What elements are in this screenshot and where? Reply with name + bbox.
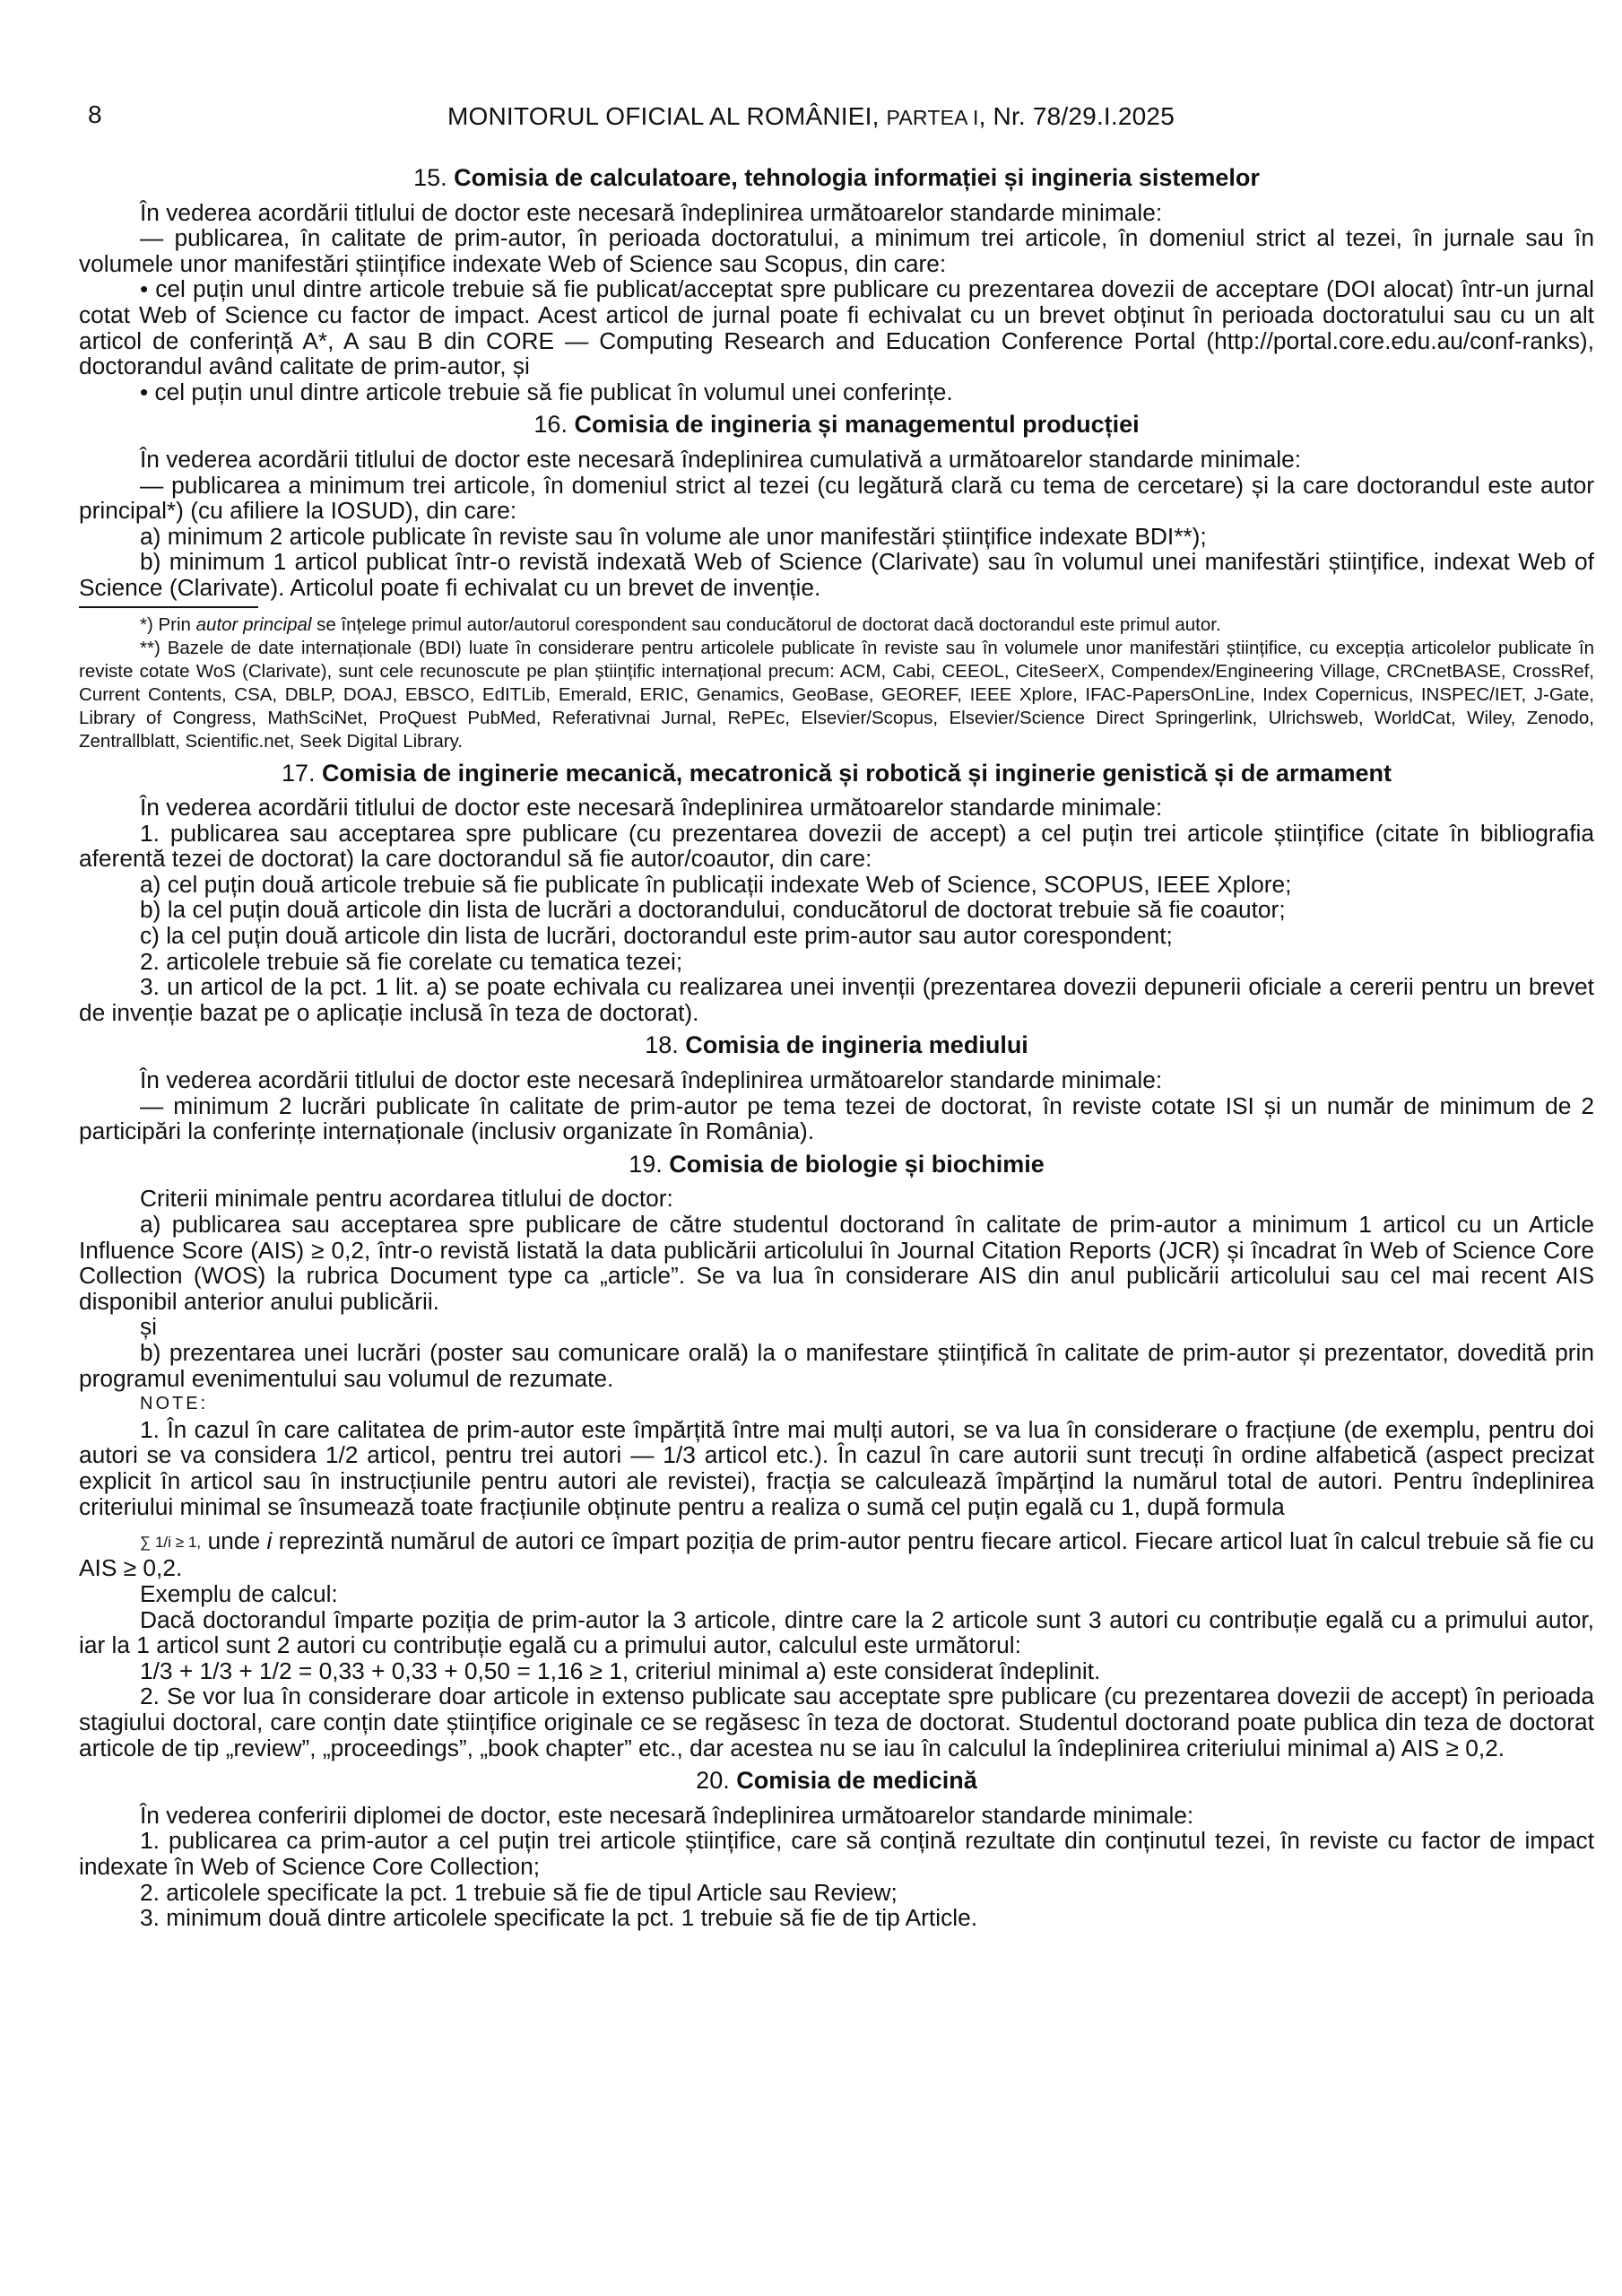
formula-variable: i — [266, 1527, 273, 1555]
paragraph: b) prezentarea unei lucrări (poster sau comunicare orală) la o manifestare științifică în calitate de prim-autor și prezentator, dovedită prin programul evenimentului sau volumul de rezumate. — [79, 1338, 1594, 1392]
paragraph: 1. publicarea sau acceptarea spre publicare (cu prezentarea dovezii de accept) a cel puțin trei articole științifice (citate în bibliografia aferentă tezei de doctorat) la care doctorandul să fie autor/coautor, din care: — [79, 819, 1594, 873]
section-title: Comisia de ingineria mediului — [685, 1031, 1028, 1059]
sum-formula: ∑ 1/i ≥ 1, — [140, 1533, 202, 1551]
paragraph: Dacă doctorandul împarte poziția de prim-autor la 3 articole, dintre care la 2 articole sunt 3 autori cu contribuție egală cu a primului autor, iar la 1 articol sunt 2 autori cu contribuție egală cu a primului autor, calculul este următorul: — [79, 1605, 1594, 1659]
paragraph: În vederea acordării titlului de doctor este necesară îndeplinirea următoarelor standarde minimale: — [140, 1066, 1163, 1094]
paragraph: În vederea acordării titlului de doctor este necesară îndeplinirea următoarelor standarde minimale: — [140, 794, 1163, 822]
paragraph: 1. În cazul în care calitatea de prim-autor este împărțită între mai mulți autori, se va lua în considerare o fracțiune (de exemplu, pentru doi autori se va considera 1/2 articol, pentru trei autori — 1/3 articol etc.). În cazul în care autorii sunt trecuți în ordine alfabetică (aspect precizat explicit în articol sau în instrucțiunile pentru autori ale revistei), fracția se calculează împărțind la numărul total de autori. Pentru îndeplinirea criteriului minimal se însumează toate fracțiunile obținute pentru a realiza o sumă cel puțin egală cu 1, după formula — [79, 1415, 1594, 1520]
section-number: 16. — [533, 411, 575, 439]
footnote-text: **) Bazele de date internaționale (BDI) luate în considerare pentru articolele publicate în reviste sau în volumele unor manifestări științifice, cu excepția articolelor publicate în reviste cotate WoS (Clarivate), sunt cele recunoscute pe plan științific internațional precum: ACM, Cabi, CEEOL, CiteSeerX, Compendex/Engineering Village, CRCnetBASE, CrossRef, Current Contents, CSA, DBLP, DOAJ, EBSCO, EdITLib, Emerald, ERIC, Genamics, GeoBase, GEOREF, IEEE Xplore, IFAC-PapersOnLine, Index Copernicus, INSPEC/IET, J-Gate, Library of Congress, MathSciNet, ProQuest PubMed, Referativnai Jurnal, RePEc, Elsevier/Scopus, Elsevier/Science Direct Springerlink, Ulrichsweb, WorldCat, Wiley, Zenodo, Zentrallblatt, Scientific.net, Seek Digital Library. — [79, 637, 1594, 752]
document-body — [79, 158, 1594, 1931]
formula-text-end: reprezintă numărul de autori ce împart poziția de prim-autor pentru fiecare articol. Fiecare articol luat în calcul trebuie să fie cu AIS ≥ 0,2. — [79, 1527, 1594, 1582]
footnote-separator — [79, 606, 258, 608]
paragraph: În vederea conferirii diplomei de doctor, este necesară îndeplinirea următoarelor standarde minimale: — [140, 1801, 1194, 1829]
section-number: 20. — [696, 1767, 737, 1795]
paragraph: Exemplu de calcul: — [140, 1580, 338, 1608]
footnote — [79, 637, 1594, 753]
notes-label: NOTE: — [140, 1394, 209, 1414]
paragraph: b) minimum 1 articol publicat într-o revistă indexată Web of Science (Clarivate) sau în volumul unei manifestări științifice, indexat Web of Science (Clarivate). Articolul poate fi echivalat cu un brevet de invenție. — [79, 548, 1594, 601]
publication-issue: , Nr. 78/29.I.2025 — [978, 102, 1175, 130]
paragraph: a) cel puțin două articole trebuie să fie publicate în publicații indexate Web of Science, SCOPUS, IEEE Xplore; — [140, 870, 1292, 898]
footnote-emphasis: autor principal — [195, 613, 312, 635]
paragraph: 3. minimum două dintre articolele specificate la pct. 1 trebuie să fie de tip Article. — [140, 1904, 978, 1932]
section-heading — [79, 412, 1594, 438]
paragraph: • cel puțin unul dintre articole trebuie să fie publicat în volumul unei conferințe. — [140, 378, 953, 405]
paragraph: și — [140, 1313, 157, 1341]
section-title: Comisia de calculatoare, tehnologia informației și ingineria sistemelor — [454, 164, 1260, 191]
paragraph: — minimum 2 lucrări publicate în calitate de prim-autor pe tema tezei de doctorat, în reviste cotate ISI și un număr de minimum de 2 participări la conferințe internaționale (inclusiv organizate în România). — [79, 1091, 1594, 1145]
paragraph: • cel puțin unul dintre articole trebuie să fie publicat/acceptat spre publicare cu prezentarea dovezii de acceptare (DOI alocat) într-un jurnal cotat Web of Science cu factor de impact. Acest articol de jurnal poate fi echivalat cu un brevet obținut în perioada doctoratului sau cu un alt articol de conferință A*, A sau B din CORE — Computing Research and Education Conference Portal (http://portal.core.edu.au/conf-ranks), doctorandul având calitate de prim-autor, și — [79, 275, 1594, 380]
section-title: Comisia de inginerie mecanică, mecatronică și robotică și inginerie genistică și de armament — [322, 759, 1392, 787]
section-title: Comisia de biologie și biochimie — [669, 1150, 1045, 1178]
paragraph: În vederea acordării titlului de doctor este necesară îndeplinirea următoarelor standarde minimale: — [140, 198, 1163, 226]
paragraph: 3. un articol de la pct. 1 lit. a) se poate echivala cu realizarea unei invenții (prezentarea dovezii depunerii oficiale a cererii pentru un brevet de invenție bazat pe o aplicație inclusă în teza de doctorat). — [79, 973, 1594, 1026]
publication-part: PARTEA I — [886, 106, 979, 129]
paragraph: 1. publicarea ca prim-autor a cel puțin trei articole științifice, care să conțină rezultate din conținutul tezei, în reviste cu factor de impact indexate în Web of Science Core Collection; — [79, 1827, 1594, 1880]
paragraph: — publicarea, în calitate de prim-autor, în perioada doctoratului, a minimum trei articole, în domeniul strict al tezei, în jurnale sau în volumele unor manifestări științifice indexate Web of Science sau Scopus, din care: — [79, 224, 1594, 277]
footnote-text-end: se înțelege primul autor/autorul corespondent sau conducătorul de doctorat dacă doctorandul este primul autor. — [311, 613, 1221, 635]
section-number: 19. — [629, 1150, 670, 1178]
section-title: Comisia de ingineria și managementul producției — [574, 411, 1140, 439]
paragraph: a) minimum 2 articole publicate în reviste sau în volume ale unor manifestări științifice indexate BDI**); — [140, 522, 1207, 550]
paragraph: 2. articolele specificate la pct. 1 trebuie să fie de tipul Article sau Review; — [140, 1878, 898, 1906]
formula-text: unde — [201, 1527, 267, 1555]
page-number: 8 — [88, 100, 102, 128]
running-header — [0, 102, 1622, 131]
paragraph: În vederea acordării titlului de doctor este necesară îndeplinirea cumulativă a următoarelor standarde minimale: — [140, 445, 1302, 473]
footnote-text: *) Prin — [140, 613, 196, 635]
section-heading — [79, 165, 1594, 191]
publication-title: MONITORUL OFICIAL AL ROMÂNIEI, — [447, 102, 887, 130]
section-number: 18. — [645, 1031, 686, 1059]
formula-paragraph — [79, 1528, 1594, 1581]
paragraph: Criterii minimale pentru acordarea titlului de doctor: — [140, 1185, 673, 1213]
section-number: 17. — [282, 759, 323, 787]
footnote — [79, 613, 1594, 637]
section-heading — [79, 1032, 1594, 1058]
paragraph: 1/3 + 1/3 + 1/2 = 0,33 + 0,33 + 0,50 = 1,16 ≥ 1, criteriul minimal a) este considerat îndeplinit. — [140, 1657, 1101, 1684]
section-number: 15. — [413, 164, 455, 191]
section-heading — [79, 1768, 1594, 1794]
paragraph: b) la cel puțin două articole din lista de lucrări a doctorandului, conducătorul de doctorat trebuie să fie coautor; — [140, 896, 1286, 924]
paragraph: 2. articolele trebuie să fie corelate cu tematica tezei; — [140, 947, 683, 975]
paragraph: 2. Se vor lua în considerare doar articole in extenso publicate sau acceptate spre publicare (cu prezentarea dovezii de accept) în perioada stagiului doctoral, care conțin date științifice originale ce se regăsesc în teza de doctorat. Studentul doctorand poate publica din teza de doctorat articole de tip „review”, „proceedings”, „book chapter” etc., dar acestea nu se iau în calculul la îndeplinirea criteriului minimal a) AIS ≥ 0,2. — [79, 1683, 1594, 1761]
paragraph: — publicarea a minimum trei articole, în domeniul strict al tezei (cu legătură clară cu tema de cercetare) și la care doctorandul este autor principal*) (cu afiliere la IOSUD), din care: — [79, 471, 1594, 525]
paragraph: c) la cel puțin două articole din lista de lucrări, doctorandul este prim-autor sau autor corespondent; — [140, 922, 1173, 950]
section-title: Comisia de medicină — [736, 1767, 977, 1795]
paragraph: a) publicarea sau acceptarea spre publicare de către studentul doctorand în calitate de prim-autor a minimum 1 articol cu un Article Influence Score (AIS) ≥ 0,2, într-o revistă listată la data publicării articolului în Journal Citation Reports (JCR) și încadrat în Web of Science Core Collection (WOS) la rubrica Document type ca „article”. Se va lua în considerare AIS din anul publicării articolului sau cel mai recent AIS disponibil anterior anului publicării. — [79, 1211, 1594, 1315]
section-heading — [79, 1152, 1594, 1178]
section-heading — [79, 761, 1594, 787]
